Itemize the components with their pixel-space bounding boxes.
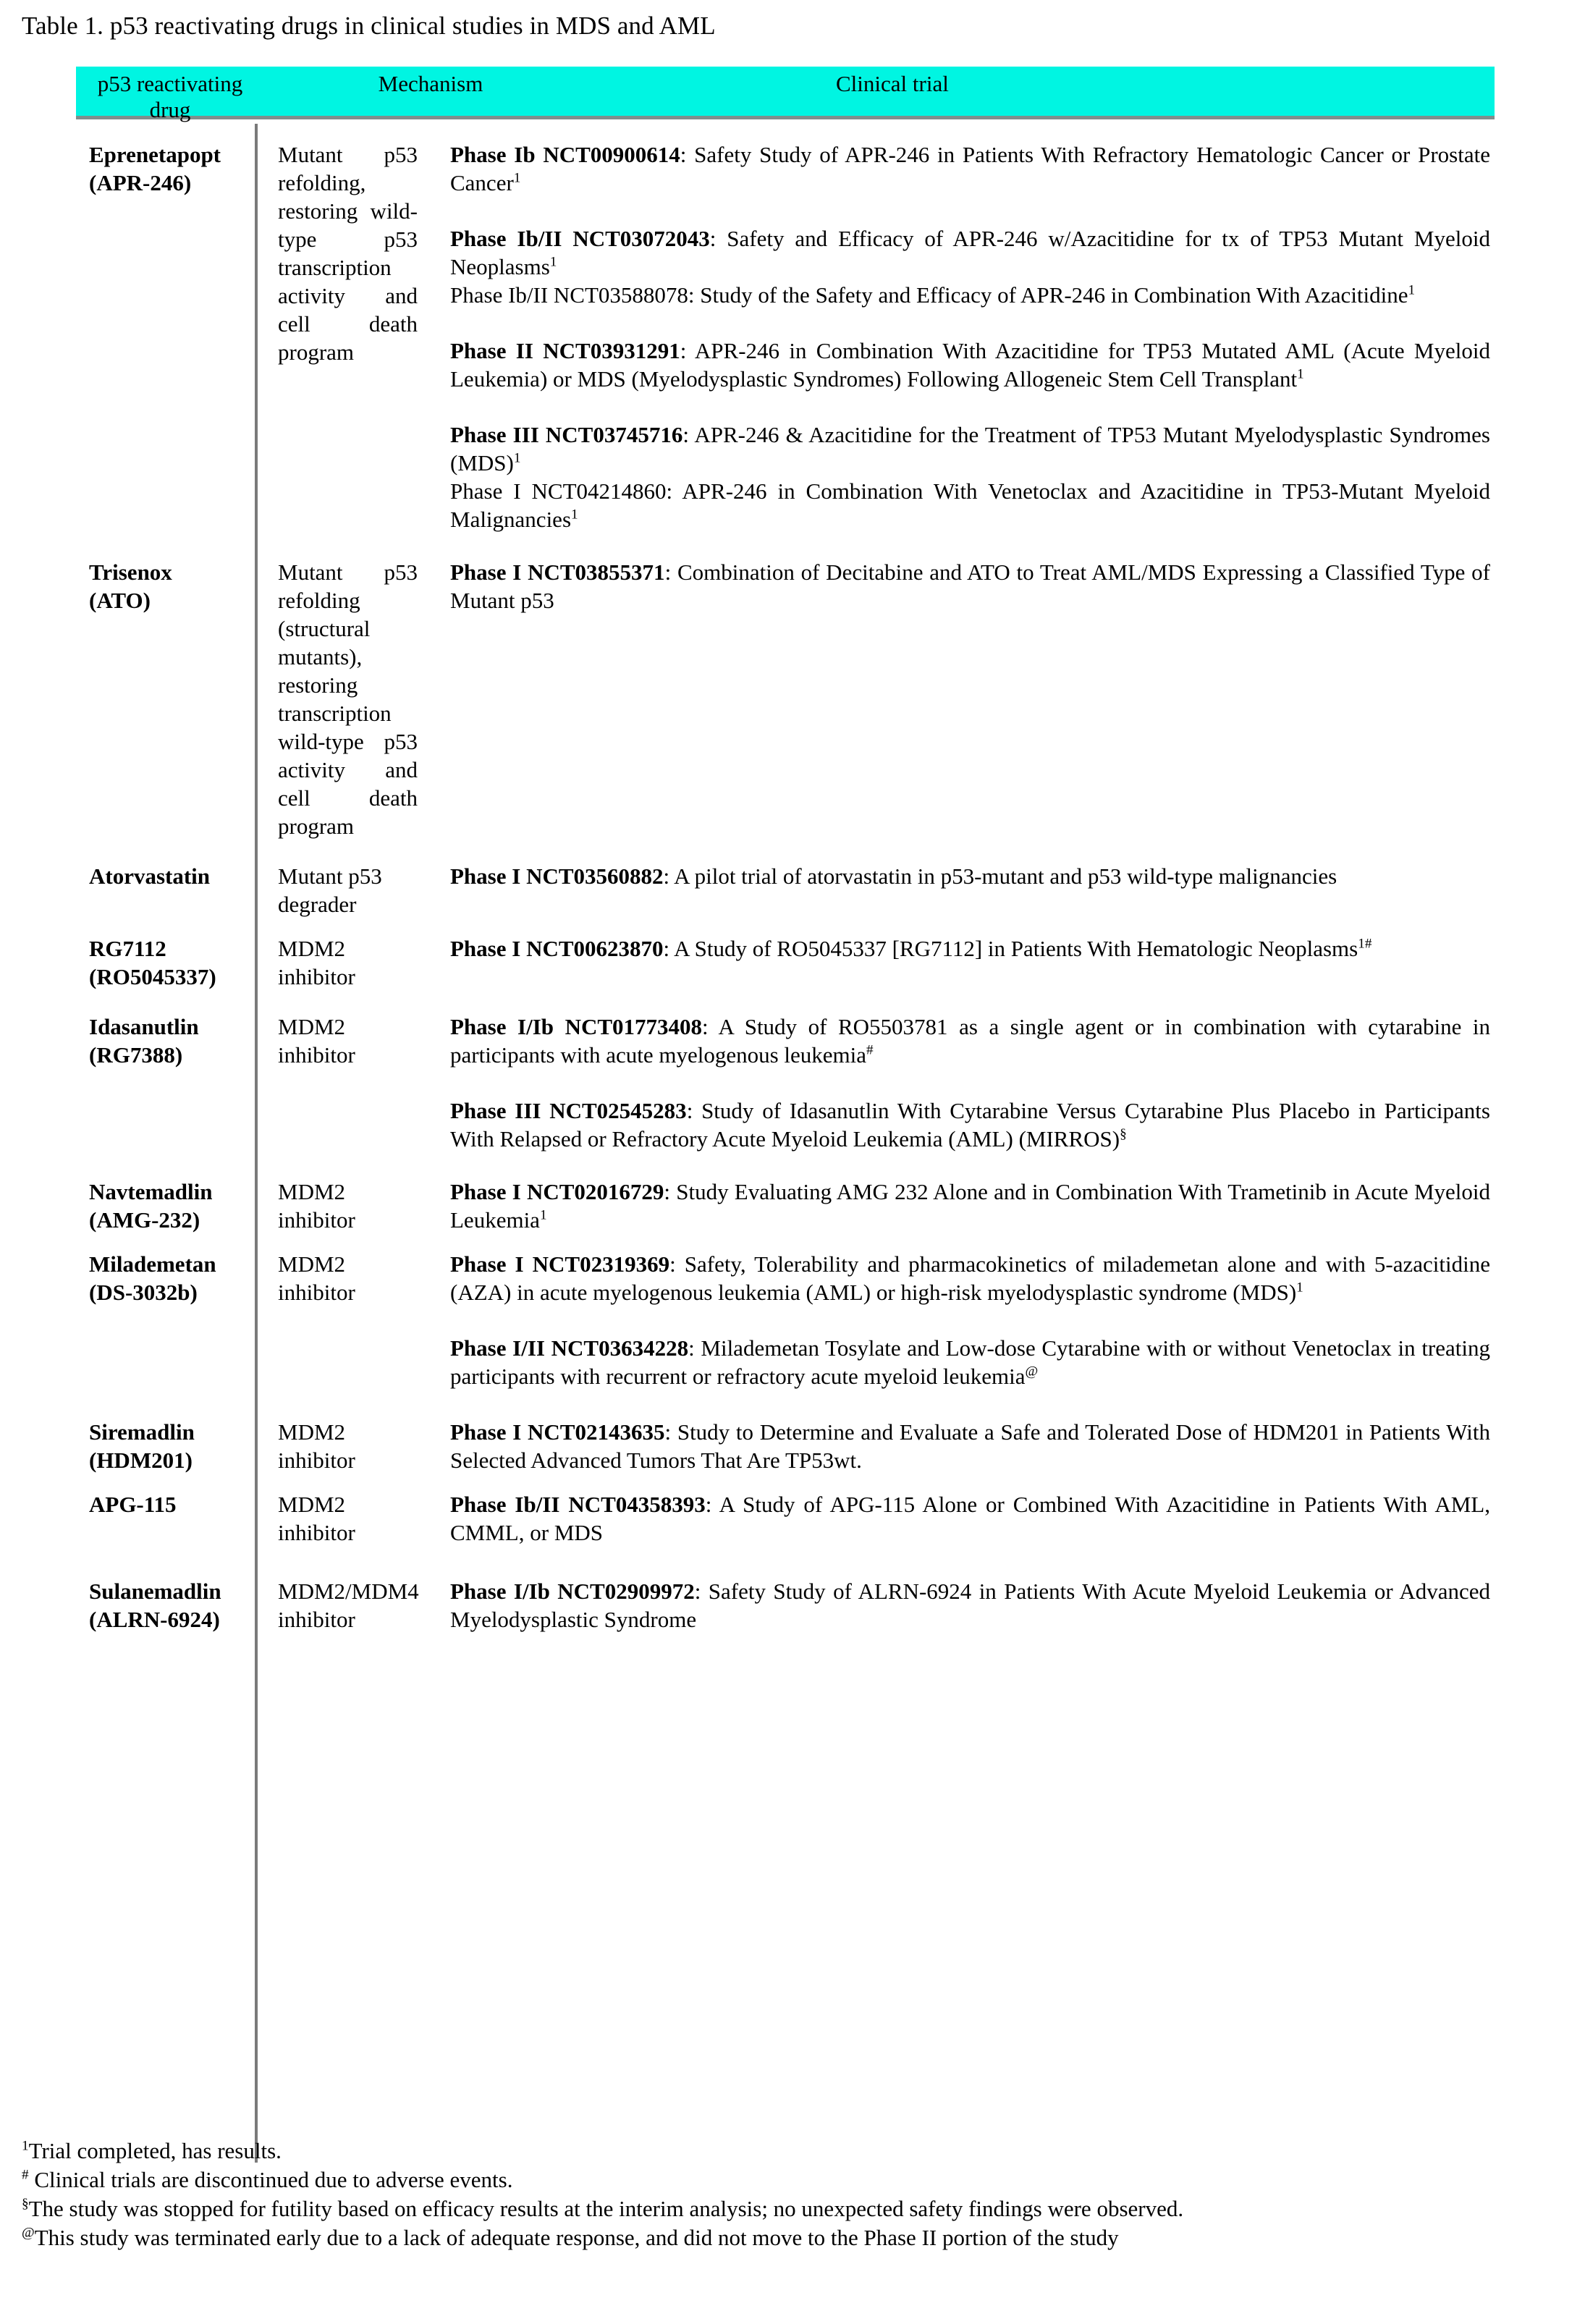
footnote-marker: § xyxy=(22,2196,29,2212)
trial-gap xyxy=(450,393,1490,421)
clinical-trial-entry xyxy=(450,281,1490,309)
trial-footnote-marker: 1 xyxy=(1297,366,1304,382)
trial-description: : APR-246 & Azacitidine for the Treatment of TP53 Mutant Myelodysplastic Syndromes (MDS) xyxy=(450,422,1490,476)
trial-phase-id: Phase I NCT03560882 xyxy=(450,863,664,889)
trial-phase-id: Phase Ib/II NCT03588078 xyxy=(450,282,688,308)
cell-mechanism: MDM2 inhibitor xyxy=(278,1492,355,1545)
row-spacer xyxy=(76,1153,1495,1178)
cell-mechanism: MDM2 inhibitor xyxy=(278,1179,355,1233)
trial-phase-id: Phase Ib NCT00900614 xyxy=(450,142,680,167)
drug-code: (RG7388) xyxy=(89,1042,183,1068)
trial-description: : Combination of Decitabine and ATO to Treat AML/MDS Expressing a Classified Type of Mutant p53 xyxy=(450,559,1491,613)
cell-drug-name xyxy=(76,934,255,991)
trial-phase-id: Phase I NCT03855371 xyxy=(450,559,665,585)
drug-code: (RO5045337) xyxy=(89,964,216,989)
clinical-trial-entry xyxy=(450,934,1490,963)
row-spacer xyxy=(76,840,1495,862)
cell-mechanism: MDM2 inhibitor xyxy=(278,936,355,989)
trial-footnote-marker: 1 xyxy=(513,170,521,186)
drug-code: (DS-3032b) xyxy=(89,1280,198,1305)
cell-mechanism: MDM2 inhibitor xyxy=(278,1419,355,1473)
row-spacer xyxy=(76,533,1495,558)
footnote-marker: @ xyxy=(22,2225,35,2241)
drug-table xyxy=(76,67,1495,1634)
drug-name: Siremadlin xyxy=(89,1419,195,1445)
clinical-trial-entry xyxy=(450,1096,1490,1153)
drug-code: (HDM201) xyxy=(89,1448,193,1473)
table-row xyxy=(76,934,1495,991)
column-header-mechanism: Mechanism xyxy=(378,71,483,96)
footnote-text: Trial completed, has results. xyxy=(28,2138,282,2163)
table-row xyxy=(76,558,1495,840)
trial-footnote-marker: 1 xyxy=(513,450,521,466)
trial-description: : Study to Determine and Evaluate a Safe and Tolerated Dose of HDM201 in Patients With Selected Advanced Tumors That Are TP53wt. xyxy=(450,1419,1491,1473)
footnote xyxy=(22,2137,1571,2165)
trial-phase-id: Phase III NCT02545283 xyxy=(450,1098,687,1123)
clinical-trial-entry xyxy=(450,224,1490,281)
row-spacer xyxy=(76,1474,1495,1490)
cell-clinical-trial xyxy=(425,862,1495,890)
trial-footnote-marker: # xyxy=(866,1042,874,1058)
trial-gap xyxy=(450,1306,1490,1334)
cell-drug-name xyxy=(76,1577,255,1634)
footnote-marker: 1 xyxy=(22,2138,29,2154)
cell-mechanism: MDM2 inhibitor xyxy=(278,1014,355,1068)
footnote-text: This study was terminated early due to a lack of adequate response, and did not move to the Phase II portion of the study xyxy=(34,2225,1119,2250)
trial-description: : Safety Study of APR-246 in Patients With Refractory Hematologic Cancer or Prostate Cancer xyxy=(450,142,1490,195)
clinical-trial-entry xyxy=(450,421,1490,477)
trial-footnote-marker: 1 xyxy=(1408,282,1416,298)
row-spacer xyxy=(76,1390,1495,1418)
cell-mechanism: MDM2/MDM4 inhibitor xyxy=(278,1579,419,1632)
trial-phase-id: Phase I NCT02016729 xyxy=(450,1179,664,1204)
cell-clinical-trial xyxy=(425,140,1495,533)
cell-clinical-trial xyxy=(425,1418,1495,1474)
footnote xyxy=(22,2165,1571,2194)
table-row xyxy=(76,862,1495,918)
footnote-marker: # xyxy=(22,2167,29,2183)
footnote xyxy=(22,2223,1571,2252)
cell-clinical-trial xyxy=(425,934,1495,963)
trial-description: : Study of Idasanutlin With Cytarabine Versus Cytarabine Plus Placebo in Participants With Relapsed or Refractory Acute Myeloid Leukemia (AML) (MIRROS) xyxy=(450,1098,1490,1152)
trial-description: : APR-246 in Combination With Azacitidine for TP53 Mutated AML (Acute Myeloid Leukemia) or MDS (Myelodysplastic Syndromes) Following Allogeneic Stem Cell Transplant xyxy=(450,338,1490,392)
column-header-clinical-trial: Clinical trial xyxy=(836,71,949,96)
trial-phase-id: Phase II NCT03931291 xyxy=(450,338,680,363)
footnote-text: Clinical trials are discontinued due to adverse events. xyxy=(28,2167,513,2192)
table-header-row xyxy=(76,67,1495,122)
row-spacer xyxy=(76,991,1495,1013)
trial-footnote-marker: 1 xyxy=(549,254,557,270)
trial-phase-id: Phase I NCT04214860 xyxy=(450,478,667,504)
cell-drug-name xyxy=(76,1178,255,1234)
row-spacer xyxy=(76,918,1495,934)
cell-drug-name xyxy=(76,140,255,197)
trial-description: : Safety and Efficacy of APR-246 w/Azacitidine for tx of TP53 Mutant Myeloid Neoplasms xyxy=(450,226,1490,279)
drug-name: Navtemadlin xyxy=(89,1179,213,1204)
trial-description: : Milademetan Tosylate and Low-dose Cytarabine with or without Venetoclax in treating participants with recurrent or refractory acute myeloid leukemia xyxy=(450,1335,1490,1389)
cell-drug-name xyxy=(76,1490,255,1518)
trial-phase-id: Phase Ib/II NCT03072043 xyxy=(450,226,710,251)
column-header-drug: p53 reactivating drug xyxy=(97,71,243,122)
clinical-trial-entry xyxy=(450,477,1490,533)
clinical-trial-entry xyxy=(450,558,1490,614)
clinical-trial-entry xyxy=(450,1490,1490,1547)
drug-name: Milademetan xyxy=(89,1251,216,1277)
row-spacer xyxy=(76,123,1495,140)
trial-phase-id: Phase I/Ib NCT01773408 xyxy=(450,1014,703,1039)
trial-footnote-marker: 1# xyxy=(1358,936,1372,952)
drug-name: Sulanemadlin xyxy=(89,1579,221,1604)
cell-clinical-trial xyxy=(425,1577,1495,1634)
trial-description: : Safety Study of ALRN-6924 in Patients With Acute Myeloid Leukemia or Advanced Myelodysplastic Syndrome xyxy=(450,1579,1490,1632)
trial-phase-id: Phase III NCT03745716 xyxy=(450,422,683,447)
clinical-trial-entry xyxy=(450,1250,1490,1306)
trial-phase-id: Phase I/Ib NCT02909972 xyxy=(450,1579,695,1604)
trial-phase-id: Phase Ib/II NCT04358393 xyxy=(450,1492,706,1517)
cell-clinical-trial xyxy=(425,558,1495,614)
trial-gap xyxy=(450,309,1490,337)
clinical-trial-entry xyxy=(450,1334,1490,1390)
table-row xyxy=(76,1577,1495,1634)
footnote-text: The study was stopped for futility based on efficacy results at the interim analysis; no unexpected safety findings were observed. xyxy=(28,2196,1184,2221)
clinical-trial-entry xyxy=(450,140,1490,197)
drug-code: (APR-246) xyxy=(89,170,192,195)
trial-description: : APR-246 in Combination With Venetoclax and Azacitidine in TP53-Mutant Myeloid Malignancies xyxy=(450,478,1490,532)
cell-clinical-trial xyxy=(425,1490,1495,1547)
trial-gap xyxy=(450,197,1490,224)
trial-description: : A Study of RO5045337 [RG7112] in Patients With Hematologic Neoplasms xyxy=(663,936,1358,961)
cell-mechanism: Mutant p53 degrader xyxy=(278,863,382,917)
drug-code: (ALRN-6924) xyxy=(89,1607,220,1632)
trial-phase-id: Phase I/II NCT03634228 xyxy=(450,1335,689,1361)
cell-drug-name xyxy=(76,862,255,890)
table-row xyxy=(76,1013,1495,1153)
clinical-trial-entry xyxy=(450,1178,1490,1234)
drug-name: Atorvastatin xyxy=(89,863,211,889)
trial-description: : A pilot trial of atorvastatin in p53-mutant and p53 wild-type malignancies xyxy=(663,863,1337,889)
cell-drug-name xyxy=(76,558,255,614)
cell-drug-name xyxy=(76,1250,255,1306)
clinical-trial-entry xyxy=(450,1418,1490,1474)
drug-name: RG7112 xyxy=(89,936,166,961)
trial-description: : Study Evaluating AMG 232 Alone and in Combination With Trametinib in Acute Myeloid Leukemia xyxy=(450,1179,1490,1233)
table-row xyxy=(76,1178,1495,1234)
cell-drug-name xyxy=(76,1013,255,1069)
trial-footnote-marker: 1 xyxy=(571,507,578,523)
cell-clinical-trial xyxy=(425,1178,1495,1234)
cell-mechanism: Mutant p53 refolding, restoring wild-type p53 transcription activity and cell death program xyxy=(278,142,418,365)
trial-phase-id: Phase I NCT02319369 xyxy=(450,1251,670,1277)
table-row xyxy=(76,1250,1495,1390)
drug-name: APG-115 xyxy=(89,1492,177,1517)
footnote-list xyxy=(22,2137,1571,2252)
clinical-trial-entry xyxy=(450,337,1490,393)
trial-footnote-marker: 1 xyxy=(539,1207,547,1223)
footnote xyxy=(22,2194,1571,2223)
row-spacer xyxy=(76,1547,1495,1577)
clinical-trial-entry xyxy=(450,1013,1490,1069)
table-row xyxy=(76,1490,1495,1547)
table-caption: Table 1. p53 reactivating drugs in clinical studies in MDS and AML xyxy=(22,12,716,40)
clinical-trial-entry xyxy=(450,1577,1490,1634)
clinical-trial-entry xyxy=(450,862,1490,890)
trial-footnote-marker: § xyxy=(1120,1126,1127,1142)
column-divider-rule xyxy=(255,124,258,2163)
trial-footnote-marker: 1 xyxy=(1296,1280,1303,1296)
row-spacer xyxy=(76,1234,1495,1250)
drug-code: (AMG-232) xyxy=(89,1207,200,1233)
table-body xyxy=(76,116,1495,1634)
table-row xyxy=(76,140,1495,533)
drug-name: Eprenetapopt xyxy=(89,142,221,167)
trial-description: : Safety, Tolerability and pharmacokinetics of milademetan alone and with 5-azacitidine (AZA) in acute myelogenous leukemia (AML) or high-risk myelodysplastic syndrome (MDS) xyxy=(450,1251,1490,1305)
trial-description: : Study of the Safety and Efficacy of APR-246 in Combination With Azacitidine xyxy=(688,282,1408,308)
drug-code: (ATO) xyxy=(89,588,151,613)
trial-phase-id: Phase I NCT00623870 xyxy=(450,936,664,961)
trial-footnote-marker: @ xyxy=(1025,1364,1039,1379)
cell-clinical-trial xyxy=(425,1013,1495,1153)
cell-clinical-trial xyxy=(425,1250,1495,1390)
table-row xyxy=(76,1418,1495,1474)
cell-mechanism: Mutant p53 refolding (structural mutants), restoring transcription wild-type p53 activity and cell death program xyxy=(278,559,418,839)
trial-description: : A Study of RO5503781 as a single agent or in combination with cytarabine in participants with acute myelogenous leukemia xyxy=(450,1014,1490,1068)
trial-phase-id: Phase I NCT02143635 xyxy=(450,1419,665,1445)
trial-gap xyxy=(450,1069,1490,1096)
trial-description: : A Study of APG-115 Alone or Combined With Azacitidine in Patients With AML, CMML, or MDS xyxy=(450,1492,1490,1545)
cell-drug-name xyxy=(76,1418,255,1474)
drug-name: Trisenox xyxy=(89,559,172,585)
cell-mechanism: MDM2 inhibitor xyxy=(278,1251,355,1305)
drug-name: Idasanutlin xyxy=(89,1014,199,1039)
